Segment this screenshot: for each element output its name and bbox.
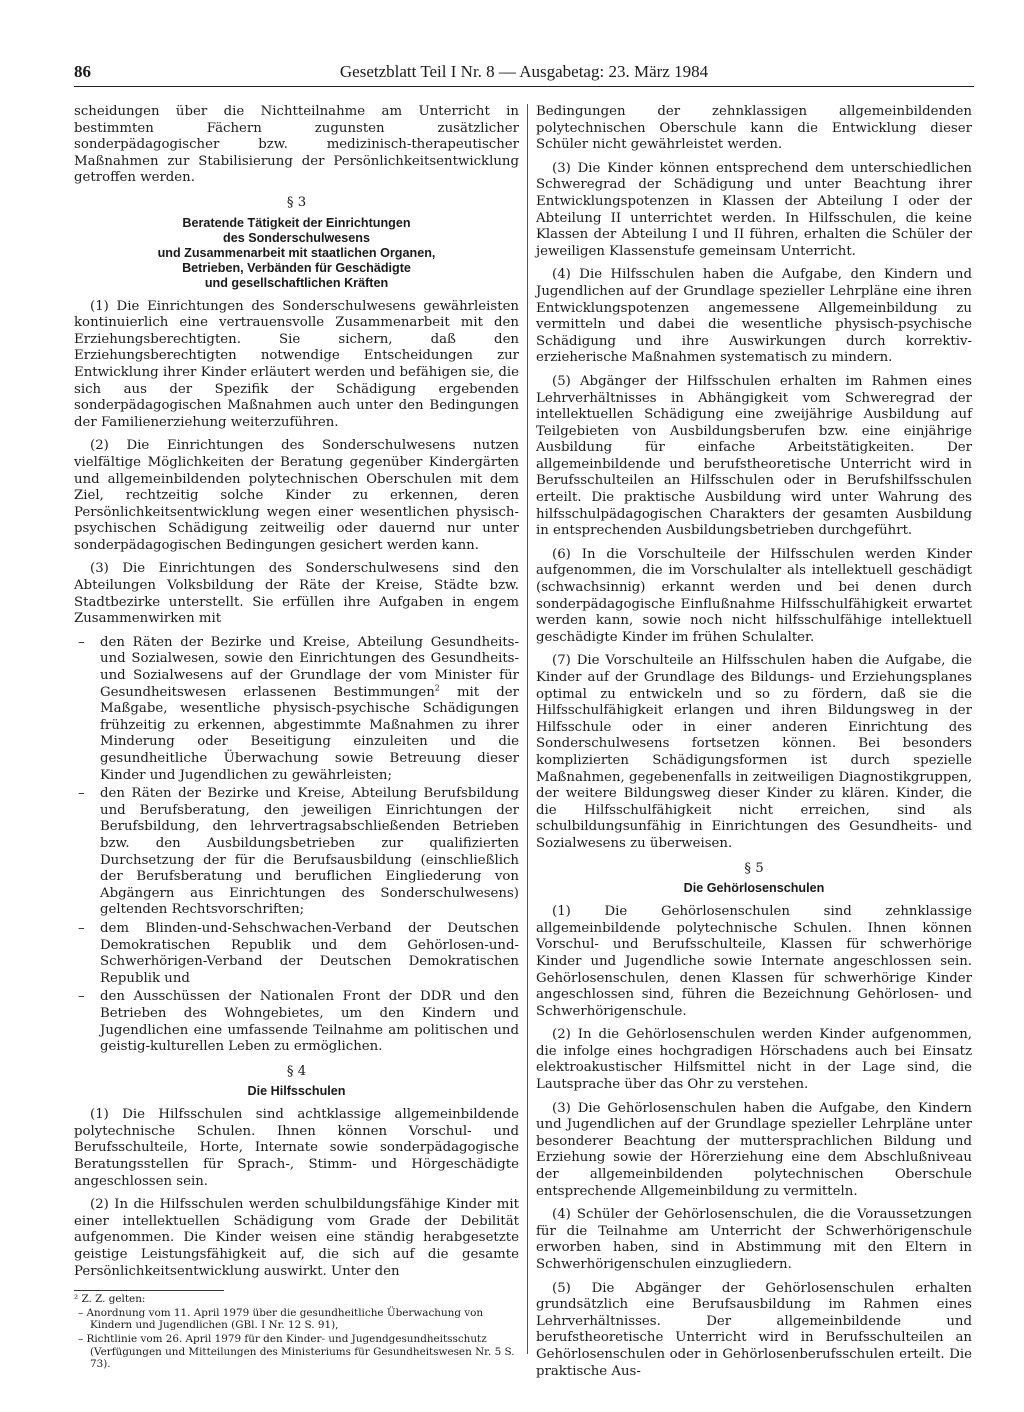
list-item	[74, 635, 519, 784]
right-column	[536, 104, 972, 1387]
list-item-text: mit der Maßgabe, wesentliche physisch-psychische Schädigungen frühzeitig zu erkennen, abgestimmte Maßnahmen zu ihrer Minderung oder Beseitigung einzuleiten und die gesundheitliche Überwachung sowie Betreuung dieser Kinder und Jugendlichen zu gewährleisten;	[100, 684, 519, 783]
section-3-paragraph-3: (3) Die Einrichtungen des Sonderschulwesens sind den Abteilungen Volksbildung der Räte der Kreise, Städte bzw. Stadtbezirke unterstellt. Sie erfüllen ihre Aufgaben in engem Zusammenwirken mit	[74, 561, 519, 627]
section-4-paragraph-4: (4) Die Hilfsschulen haben die Aufgabe, den Kindern und Jugendlichen auf der Grundlage spezieller Lehrpläne eine ihren Entwicklungspotenzen angemessene Allgemeinbildung zu vermitteln und dabei die wesentliche physisch-psychische Schädigung und ihre Auswirkungen durch korrektiv-erzieherische Maßnahmen systematisch zu mindern.	[536, 267, 972, 366]
running-title: Gesetzblatt Teil I Nr. 8 — Ausgabetag: 23. März 1984	[339, 62, 709, 81]
section-5-paragraph-1: (1) Die Gehörlosenschulen sind zehnklassige allgemeinbildende polytechnische Schulen. Ihnen können Vorschul- und Berufsschulteile, Klassen für schwerhörige Kinder und Jugendliche sowie Internate angeschlossen sein. Gehörlosenschulen, denen Klassen für schwerhörige Kinder angeschlossen sind, führen die Bezeichnung Gehörlosen- und Schwerhörigenschule.	[536, 904, 972, 1019]
list-item-text: den Räten der Bezirke und Kreise, Abteilung Berufsbildung und Berufsberatung, den jeweiligen Einrichtungen der Berufsbildung, den lehrvertragsabschließenden Betrieben bzw. den Ausbildungsbetrieben zur qualifizierten Durchsetzung der für die Berufsausbildung (einschließlich der Berufsberatung und beruflichen Eingliederung von Abgängern aus Einrichtungen des Sonderschulwesens) geltenden Rechtsvorschriften;	[100, 786, 519, 918]
left-column	[74, 104, 519, 1372]
section-3-title-line: Betrieben, Verbänden für Geschädigte	[182, 260, 411, 275]
footnote-reference: 2	[434, 683, 440, 693]
section-3-title-line: und gesellschaftlichen Kräften	[204, 275, 389, 290]
section-4-number: § 4	[286, 1063, 307, 1079]
section-3-paragraph-2: (2) Die Einrichtungen des Sonderschulwesens nutzen vielfältige Möglichkeiten der Beratung gegenüber Kindergärten und allgemeinbildenden polytechnischen Oberschulen mit dem Ziel, rechtzeitig solche Kinder zu erkennen, deren Persönlichkeitsentwicklung wegen einer wesentlichen physisch-psychischen Schädigung zeitweilig oder dauernd nur unter sonderpädagogischen Bedingungen gesichert werden kann.	[74, 438, 519, 553]
list-item	[74, 786, 519, 919]
column-divider	[527, 104, 528, 1354]
section-5-paragraph-2: (2) In die Gehörlosenschulen werden Kinder aufgenommen, die infolge eines hochgradigen Hörschadens auch bei Einsatz elektroakustischer Hilfsmittel nicht in der Lage sind, die Lautsprache über das Ohr zu verstehen.	[536, 1027, 972, 1093]
section-5-paragraph-3: (3) Die Gehörlosenschulen haben die Aufgabe, den Kindern und Jugendlichen auf der Grundlage spezieller Lehrpläne unter besonderer Beachtung der muttersprachlichen Bildung und Erziehung sowie der Hörerziehung eine dem Abschlußniveau der allgemeinbildenden polytechnischen Oberschule entsprechende Allgemeinbildung zu vermitteln.	[536, 1100, 972, 1199]
footnote-body	[74, 1293, 519, 1371]
list-item-text: den Räten der Bezirke und Kreise, Abteilung Gesundheits- und Sozialwesen, sowie den Einrichtungen des Gesundheits- und Sozialwesens auf der Grundlage der vom Minister für Gesundheitswesen erlassenen Bestimmungen	[100, 634, 519, 700]
page-number: 86	[74, 62, 91, 81]
dash-marker: –	[78, 786, 85, 802]
section-5-paragraph-5: (5) Die Abgänger der Gehörlosenschulen erhalten grundsätzlich eine Berufsausbildung im Rahmen eines Lehrverhältnisses. Der allgemeinbildende und berufstheoretische Unterricht wird in Berufsschulteilen an Gehörlosenschulen oder in Gehörlosenberufsschulen erteilt. Die praktische Aus-	[536, 1280, 972, 1379]
dash-marker: –	[78, 634, 85, 650]
list-item-text: den Ausschüssen der Nationalen Front der DDR und den Betrieben des Wohngebietes, um den Kindern und Jugendlichen eine umfassende Teilnahme am politischen und geistig-kulturellen Leben zu ermöglichen.	[100, 989, 519, 1055]
section-4-paragraph-2: (2) In die Hilfsschulen werden schulbildungsfähige Kinder mit einer intellektuellen Schädigung vom Grade der Debilität aufgenommen. Die Kinder weisen eine ständig herabgesetzte geistige Leistungsfähigkeit auf, die sich auf die gesamte Persönlichkeitsentwicklung auswirkt. Unter den	[74, 1197, 519, 1279]
section-5-paragraph-4: (4) Schüler der Gehörlosenschulen, die die Voraussetzungen für die Teilnahme am Unterricht der Schwerhörigenschule erworben haben, sind in Abstimmung mit den Eltern in Schwerhörigenschulen einzugliedern.	[536, 1207, 972, 1272]
list-item-text: dem Blinden-und-Sehschwachen-Verband der Deutschen Demokratischen Republik und dem Gehörlosen-und-Schwerhörigen-Verband der Deutschen Demokratischen Republik und	[100, 920, 519, 986]
section-5-title: Die Gehörlosenschulen	[683, 881, 825, 896]
footnote-heading: ² Z. Z. gelten:	[74, 1293, 146, 1306]
page-header	[74, 60, 974, 87]
section-3-title	[74, 216, 519, 291]
section-3-paragraph-1: (1) Die Einrichtungen des Sonderschulwesens gewährleisten kontinuierlich eine vertrauensvolle Zusammenarbeit mit den Erziehungsberechtigten. Sie sichern, daß den Erziehungsberechtigten notwendige Entscheidungen zur Entwicklung ihrer Kinder erläutert werden und befähigen sie, die sich aus der Spezifik der Schädigung ergebenden sonderpädagogischen Maßnahmen auch unter den Bedingungen der Familienerziehung weiterzuführen.	[74, 298, 519, 430]
section-3-title-line: Beratende Tätigkeit der Einrichtungen	[182, 215, 411, 230]
list-item	[74, 921, 519, 987]
section-4-paragraph-5: (5) Abgänger der Hilfsschulen erhalten im Rahmen eines Lehrverhältnisses in Abhängigkeit vom Schweregrad der intellektuellen Schädigung eine zweijährige Ausbildung auf Teilgebieten von Ausbildungsberufen bzw. eine einjährige Ausbildung für einfache Arbeitstätigkeiten. Der allgemeinbildende und berufstheoretische Unterricht wird in Berufsschulteilen an Hilfsschulen oder in Berufshilfsschulen erteilt. Die praktische Ausbildung wird unter Wahrung des hilfsschulpädagogischen Charakters der gesamten Ausbildung in entsprechenden Ausbildungsbetrieben durchgeführt.	[536, 373, 972, 539]
section-3-title-line: des Sonderschulwesens	[223, 230, 370, 245]
footnotes	[74, 1290, 515, 1371]
section-5-number: § 5	[744, 860, 764, 876]
section-4-paragraph-3: (3) Die Kinder können entsprechend dem unterschiedlichen Schweregrad der Schädigung und unter Beachtung ihrer Entwicklungspotenzen in Klassen der Abteilung I oder der Abteilung II unterrichtet werden. In Hilfsschulen, die keine Klassen der Abteilung I und II führen, erhalten die Schüler der jeweiligen Klassenstufe gemeinsam Unterricht.	[536, 160, 972, 259]
cooperation-list	[74, 635, 519, 1056]
paragraph-intro: scheidungen über die Nichtteilnahme am Unterricht in bestimmten Fächern zugunsten zusätzlicher sonderpädagogischer bzw. medizinisch-therapeutischer Maßnahmen zur Stabilisierung der Persönlichkeitsentwicklung getroffen werden.	[74, 104, 519, 186]
section-4-paragraph-7: (7) Die Vorschulteile an Hilfsschulen haben die Aufgabe, die Kinder auf der Grundlage des Bildungs- und Erziehungsplanes optimal zu entwickeln und so zu fördern, daß sie die Hilfsschulfähigkeit erlangen und ihren Bildungsweg in der Hilfsschule oder in einer anderen Einrichtung des Sonderschulwesens fortsetzen können. Bei besonders komplizierten Schädigungsformen ist durch spezielle Maßnahmen, gegebenenfalls in zeitweiligen Diagnostikgruppen, der weitere Bildungsweg dieser Kinder zu klären. Kinder, die die Hilfsschulfähigkeit nicht erreichen, sind als schulbildungsunfähig in Einrichtungen des Gesundheits- und Sozialwesens zu überweisen.	[536, 653, 972, 851]
footnote-item: – Richtlinie vom 26. April 1979 für den Kinder- und Jugendgesundheitsschutz (Verfügungen und Mitteilungen des Ministeriums für Gesundheitswesen Nr. 5 S. 73).	[78, 1333, 515, 1371]
footnote-item: – Anordnung vom 11. April 1979 über die gesundheitliche Überwachung von Kindern und Jugendlichen (GBl. I Nr. 12 S. 91),	[78, 1306, 484, 1332]
section-3-number: § 3	[286, 194, 307, 210]
section-4-paragraph-1: (1) Die Hilfsschulen sind achtklassige allgemeinbildende polytechnische Schulen. Ihnen können Vorschul- und Berufsschulteile, Horte, Internate sowie sonderpädagogische Beratungsstellen für Sprach-, Stimm- und Hörgeschädigte angeschlossen sein.	[74, 1107, 519, 1189]
dash-marker: –	[78, 920, 85, 936]
paragraph-continuation: Bedingungen der zehnklassigen allgemeinbildenden polytechnischen Oberschule kann die Entwicklung dieser Schüler nicht gewährleistet werden.	[536, 104, 972, 153]
section-4-paragraph-6: (6) In die Vorschulteile der Hilfsschulen werden Kinder aufgenommen, die im Vorschulalter als intellektuell geschädigt (schwachsinnig) erkannt werden und bei denen durch sonderpädagogische Einflußnahme Hilfsschulfähigkeit erwartet werden kann, sowie noch nicht hilfsschulfähige intellektuell geschädigte Kinder im frühen Schulalter.	[536, 546, 972, 645]
dash-marker: –	[78, 989, 85, 1005]
section-4-title: Die Hilfsschulen	[247, 1084, 346, 1099]
list-item	[74, 989, 519, 1055]
section-3-title-line: und Zusammenarbeit mit staatlichen Organen,	[157, 245, 436, 260]
